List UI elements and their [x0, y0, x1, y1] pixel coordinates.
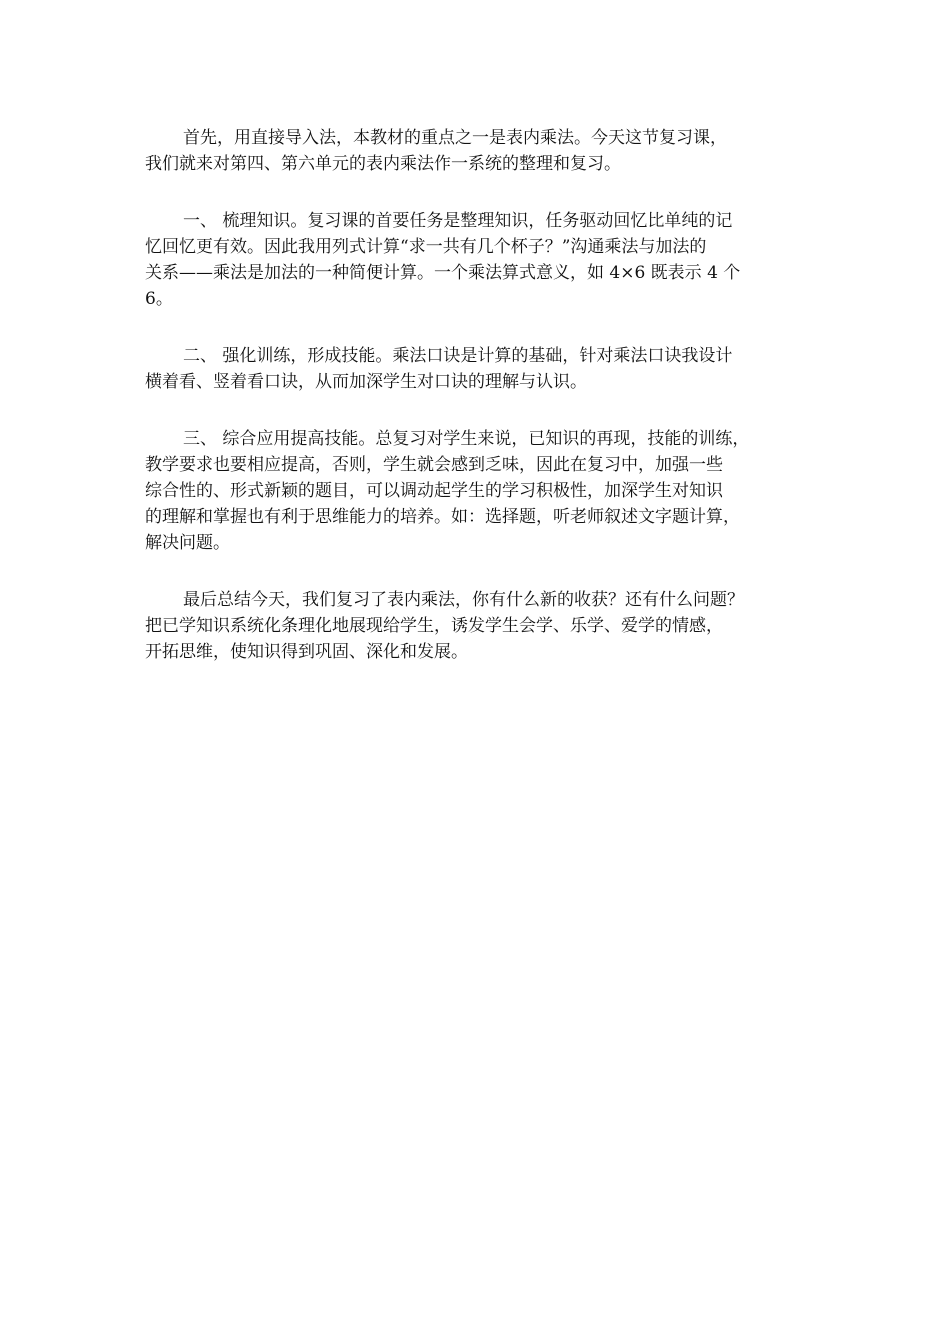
paragraph-summary	[145, 587, 825, 665]
paragraph-line: 关系——乘法是加法的一种简便计算。一个乘法算式意义，如 4×6 既表示 4 个	[145, 263, 741, 283]
paragraph-line: 三、 综合应用提高技能。总复习对学生来说，已知识的再现，技能的训练，	[183, 429, 750, 449]
paragraph-section-one	[145, 208, 825, 312]
paragraph-line: 开拓思维，使知识得到巩固、深化和发展。	[145, 642, 468, 662]
paragraph-line: 6。	[145, 289, 173, 309]
paragraph-line: 首先，用直接导入法，本教材的重点之一是表内乘法。今天这节复习课，	[183, 128, 727, 148]
paragraph-line: 解决问题。	[145, 533, 230, 553]
paragraph-line: 我们就来对第四、第六单元的表内乘法作一系统的整理和复习。	[145, 154, 621, 174]
paragraph-line: 最后总结今天，我们复习了表内乘法，你有什么新的收获？还有什么问题？	[183, 590, 744, 610]
paragraph-line: 二、 强化训练，形成技能。乘法口诀是计算的基础，针对乘法口诀我设计	[183, 346, 733, 366]
paragraph-section-two	[145, 343, 825, 395]
paragraph-line: 一、 梳理知识。复习课的首要任务是整理知识，任务驱动回忆比单纯的记	[183, 211, 733, 231]
paragraph-line: 把已学知识系统化条理化地展现给学生，诱发学生会学、乐学、爱学的情感，	[145, 616, 723, 636]
paragraph-section-three	[145, 426, 825, 556]
paragraph-line: 忆回忆更有效。因此我用列式计算“求一共有几个杯子？”沟通乘法与加法的	[145, 237, 707, 257]
paragraph-line: 教学要求也要相应提高，否则，学生就会感到乏味，因此在复习中，加强一些	[145, 455, 723, 475]
paragraph-line: 的理解和掌握也有利于思维能力的培养。如：选择题，听老师叙述文字题计算，	[145, 507, 740, 527]
paragraph-line: 横着看、竖着看口诀，从而加深学生对口诀的理解与认识。	[145, 372, 587, 392]
paragraph-intro	[145, 125, 825, 177]
document-body	[145, 125, 825, 696]
paragraph-line: 综合性的、形式新颖的题目，可以调动起学生的学习积极性，加深学生对知识	[145, 481, 723, 501]
